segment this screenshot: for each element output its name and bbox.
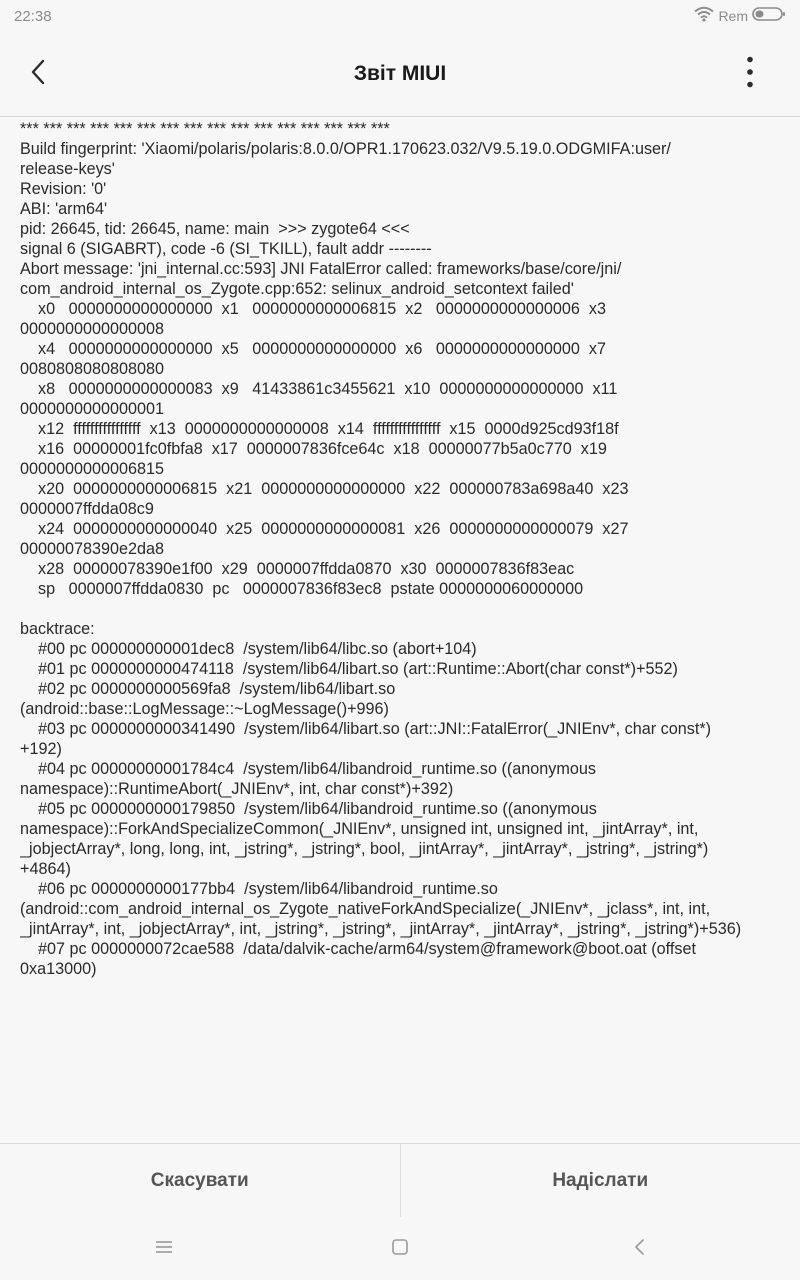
report-line: x12 ffffffffffffffff x13 0000000000000008 x14 ffffffffffffffff x15 0000d925cd93f18f [20, 420, 619, 438]
report-line: #02 pc 0000000000569fa8 /system/lib64/libart.so [20, 680, 396, 698]
report-line: 0000007ffdda08c9 [20, 500, 154, 518]
nav-menu-button[interactable] [148, 1233, 180, 1265]
report-line: #06 pc 0000000000177bb4 /system/lib64/libandroid_runtime.so [20, 880, 498, 898]
report-line: 0000000000000008 [20, 320, 165, 338]
report-line: Build fingerprint: 'Xiaomi/polaris/polaris:8.0.0/OPR1.170623.032/V9.5.19.0.ODGMIFA:user/ [20, 140, 671, 158]
report-line: x0 0000000000000000 x1 0000000000006815 x2 0000000000000006 x3 [20, 300, 606, 318]
app-header [0, 34, 800, 117]
more-vertical-icon [746, 56, 754, 93]
report-line: signal 6 (SIGABRT), code -6 (SI_TKILL), fault addr -------- [20, 240, 432, 258]
report-line: 0080808080808080 [20, 360, 165, 378]
report-line: x4 0000000000000000 x5 0000000000000000 x6 0000000000000000 x7 [20, 340, 606, 358]
report-line: Revision: '0' [20, 180, 107, 198]
status-icons [694, 6, 786, 26]
report-line: #04 pc 00000000001784c4 /system/lib64/libandroid_runtime.so ((anonymous [20, 760, 596, 778]
report-line: #05 pc 0000000000179850 /system/lib64/libandroid_runtime.so ((anonymous [20, 800, 597, 818]
report-line: *** *** *** *** *** *** *** *** *** *** *** *** *** *** *** *** [20, 120, 390, 138]
report-line: release-keys' [20, 160, 115, 178]
crash-report-text [20, 117, 790, 979]
report-line: Abort message: 'jni_internal.cc:593] JNI FatalError called: frameworks/base/core/jni/ [20, 260, 622, 278]
report-line: _jintArray*, int, _jobjectArray*, int, _jstring*, _jstring*, _jintArray*, _jintArray*, _jstring*, _jstring*)+536) [20, 920, 742, 938]
status-bar [0, 0, 800, 34]
report-line: #07 pc 0000000072cae588 /data/dalvik-cache/arm64/system@framework@boot.oat (offset [20, 940, 696, 958]
report-line: ABI: 'arm64' [20, 200, 108, 218]
report-line: backtrace: [20, 620, 95, 638]
report-line: 00000078390e2da8 [20, 540, 165, 558]
action-bar [0, 1143, 800, 1218]
page-title: Звіт MIUI [353, 62, 447, 85]
report-line: namespace)::RuntimeAbort(_JNIEnv*, int, char const*)+392) [20, 780, 454, 798]
report-line: x8 0000000000000083 x9 41433861c3455621 x10 0000000000000000 x11 [20, 380, 618, 398]
report-line: 0000000000000001 [20, 400, 165, 418]
report-line: namespace)::ForkAndSpecializeCommon(_JNIEnv*, unsigned int, unsigned int, _jintArray*, int, [20, 820, 699, 838]
back-icon [632, 1237, 648, 1262]
report-line: #00 pc 000000000001dec8 /system/lib64/libc.so (abort+104) [20, 640, 477, 658]
report-content[interactable] [20, 117, 790, 1137]
report-line: x16 00000001fc0fbfa8 x17 0000007836fce64c x18 00000077b5a0c770 x19 [20, 440, 607, 458]
battery-icon [752, 6, 786, 26]
navigation-bar [0, 1217, 800, 1280]
nav-home-button[interactable] [384, 1233, 416, 1265]
report-line: 0xa13000) [20, 960, 97, 978]
menu-icon [154, 1239, 174, 1260]
send-button[interactable]: Надіслати [552, 1170, 649, 1191]
nav-back-button[interactable] [624, 1233, 656, 1265]
home-icon [390, 1237, 410, 1262]
report-line: pid: 26645, tid: 26645, name: main >>> zygote64 <<< [20, 220, 410, 238]
report-line: #01 pc 0000000000474118 /system/lib64/libart.so (art::Runtime::Abort(char const*)+552) [20, 660, 678, 678]
report-line: com_android_internal_os_Zygote.cpp:652: selinux_android_setcontext failed' [20, 280, 574, 298]
report-line: x20 0000000000006815 x21 0000000000000000 x22 000000783a698a40 x23 [20, 480, 629, 498]
more-options-button[interactable] [730, 54, 770, 94]
report-line: +4864) [20, 860, 71, 878]
status-time: 22:38 [14, 8, 52, 25]
report-line: #03 pc 0000000000341490 /system/lib64/libart.so (art::JNI::FatalError(_JNIEnv*, char const*) [20, 720, 712, 738]
report-line: 0000000000006815 [20, 460, 165, 478]
status-carrier: Rem [718, 8, 748, 24]
report-line: (android::base::LogMessage::~LogMessage()+996) [20, 700, 389, 718]
report-line: _jobjectArray*, long, long, int, _jstring*, _jstring*, bool, _jintArray*, _jintArray*, _jstring*, _jstring*) [20, 840, 709, 858]
wifi-icon [694, 6, 714, 26]
cancel-button[interactable]: Скасувати [150, 1170, 249, 1191]
report-line: sp 0000007ffdda0830 pc 0000007836f83ec8 pstate 0000000060000000 [20, 580, 584, 598]
report-line: x24 0000000000000040 x25 0000000000000081 x26 0000000000000079 x27 [20, 520, 629, 538]
report-line: (android::com_android_internal_os_Zygote_nativeForkAndSpecialize(_JNIEnv*, _jclass*, int, int, [20, 900, 711, 918]
report-line: x28 00000078390e1f00 x29 0000007ffdda0870 x30 0000007836f83eac [20, 560, 575, 578]
report-line: +192) [20, 740, 62, 758]
